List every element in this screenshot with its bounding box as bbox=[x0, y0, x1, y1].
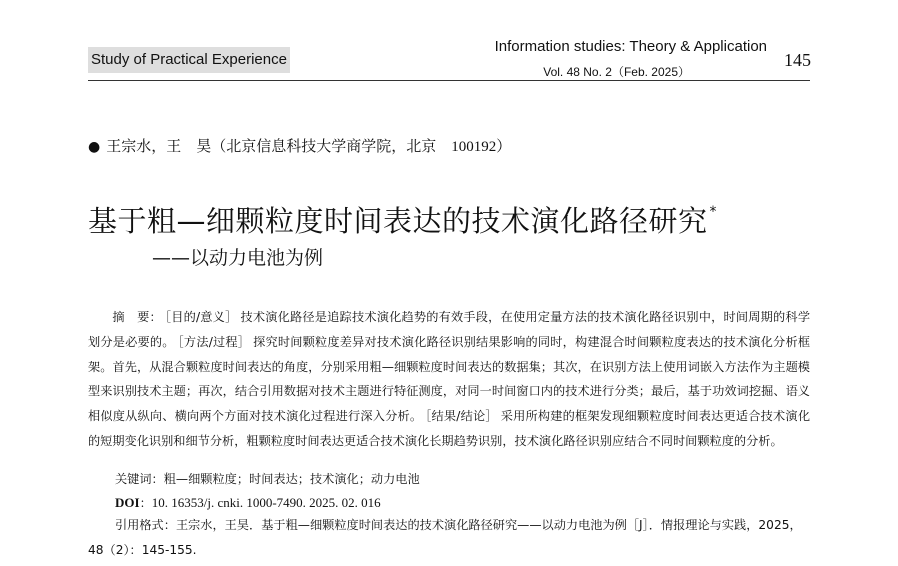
method-tag: ［方法/过程］ bbox=[177, 334, 251, 349]
affiliation-close: ） bbox=[496, 137, 512, 155]
keywords-text: 粗—细颗粒度；时间表达；技术演化；动力电池 bbox=[163, 472, 420, 486]
purpose-text: 技术演化路径是追踪技术演化趋势的有效手段，在使用定量方法的技术演化路径识别中，时间周期的科学划分是必要的。 bbox=[88, 310, 811, 349]
citation bbox=[88, 513, 810, 563]
paper-title bbox=[88, 199, 717, 240]
section-label: Study of Practical Experience bbox=[88, 47, 290, 73]
paper-subtitle: ——以动力电池为例 bbox=[152, 247, 324, 269]
page-number: 145 bbox=[784, 50, 811, 70]
keywords-label: 关键词： bbox=[115, 472, 164, 486]
citation-label: 引用格式： bbox=[115, 518, 176, 532]
doi-value: 10. 16353/j. cnki. 1000-7490. 2025. 02. 016 bbox=[151, 495, 381, 510]
doi-label: DOI bbox=[115, 495, 140, 510]
bullet-icon: ● bbox=[88, 139, 101, 155]
keywords-line bbox=[88, 470, 420, 487]
method-text: 探究时间颗粒度差异对技术演化路径识别结果影响的同时，构建混合时间颗粒度表达的技术演化分析框架。首先，从混合颗粒度时间表达的角度，分别采用粗—细颗粒度时间表达的数据集；其次，在识别方法上使用词嵌入方法作为主题模型来识别技术主题；再次，结合引用数据对技术主题进行特征测度，对同一时间窗口内的技术进行分类；最后，基于功效词挖掘、语义相似度从纵向、横向两个方面对技术演化过程进行深入分析。 bbox=[88, 334, 811, 424]
volume-issue: Vol. 48 No. 2（Feb. 2025） bbox=[543, 65, 690, 79]
abstract bbox=[88, 305, 810, 454]
paper-title-text: 基于粗—细颗粒度时间表达的技术演化路径研究 bbox=[88, 204, 708, 238]
abstract-label: 摘 要： bbox=[112, 310, 162, 324]
author-affiliation: （北京信息科技大学商学院，北京 bbox=[211, 137, 452, 155]
journal-title: Information studies: Theory & Application bbox=[494, 38, 767, 55]
postcode: 100192 bbox=[451, 139, 497, 155]
footnote-mark: * bbox=[709, 204, 718, 220]
author-names: 王宗水，王 昊 bbox=[106, 137, 212, 155]
doi-colon: ： bbox=[139, 496, 152, 510]
result-text: 采用所构建的框架发现细颗粒度时间表达更适合技术演化的短期变化识别和细节分析，粗颗粒度时间表达更适合技术演化长期趋势识别，技术演化路径识别应结合不同时间颗粒度的分析。 bbox=[88, 409, 811, 448]
result-tag: ［结果/结论］ bbox=[425, 409, 498, 424]
header-divider bbox=[88, 80, 810, 81]
doi-line bbox=[88, 494, 381, 511]
citation-text: 王宗水，王昊．基于粗—细颗粒度时间表达的技术演化路径研究——以动力电池为例［J］．情报理论与实践，2025，48（2）：145-155. bbox=[88, 518, 802, 557]
purpose-tag: ［目的/意义］ bbox=[164, 310, 238, 324]
authors-line bbox=[88, 135, 511, 156]
